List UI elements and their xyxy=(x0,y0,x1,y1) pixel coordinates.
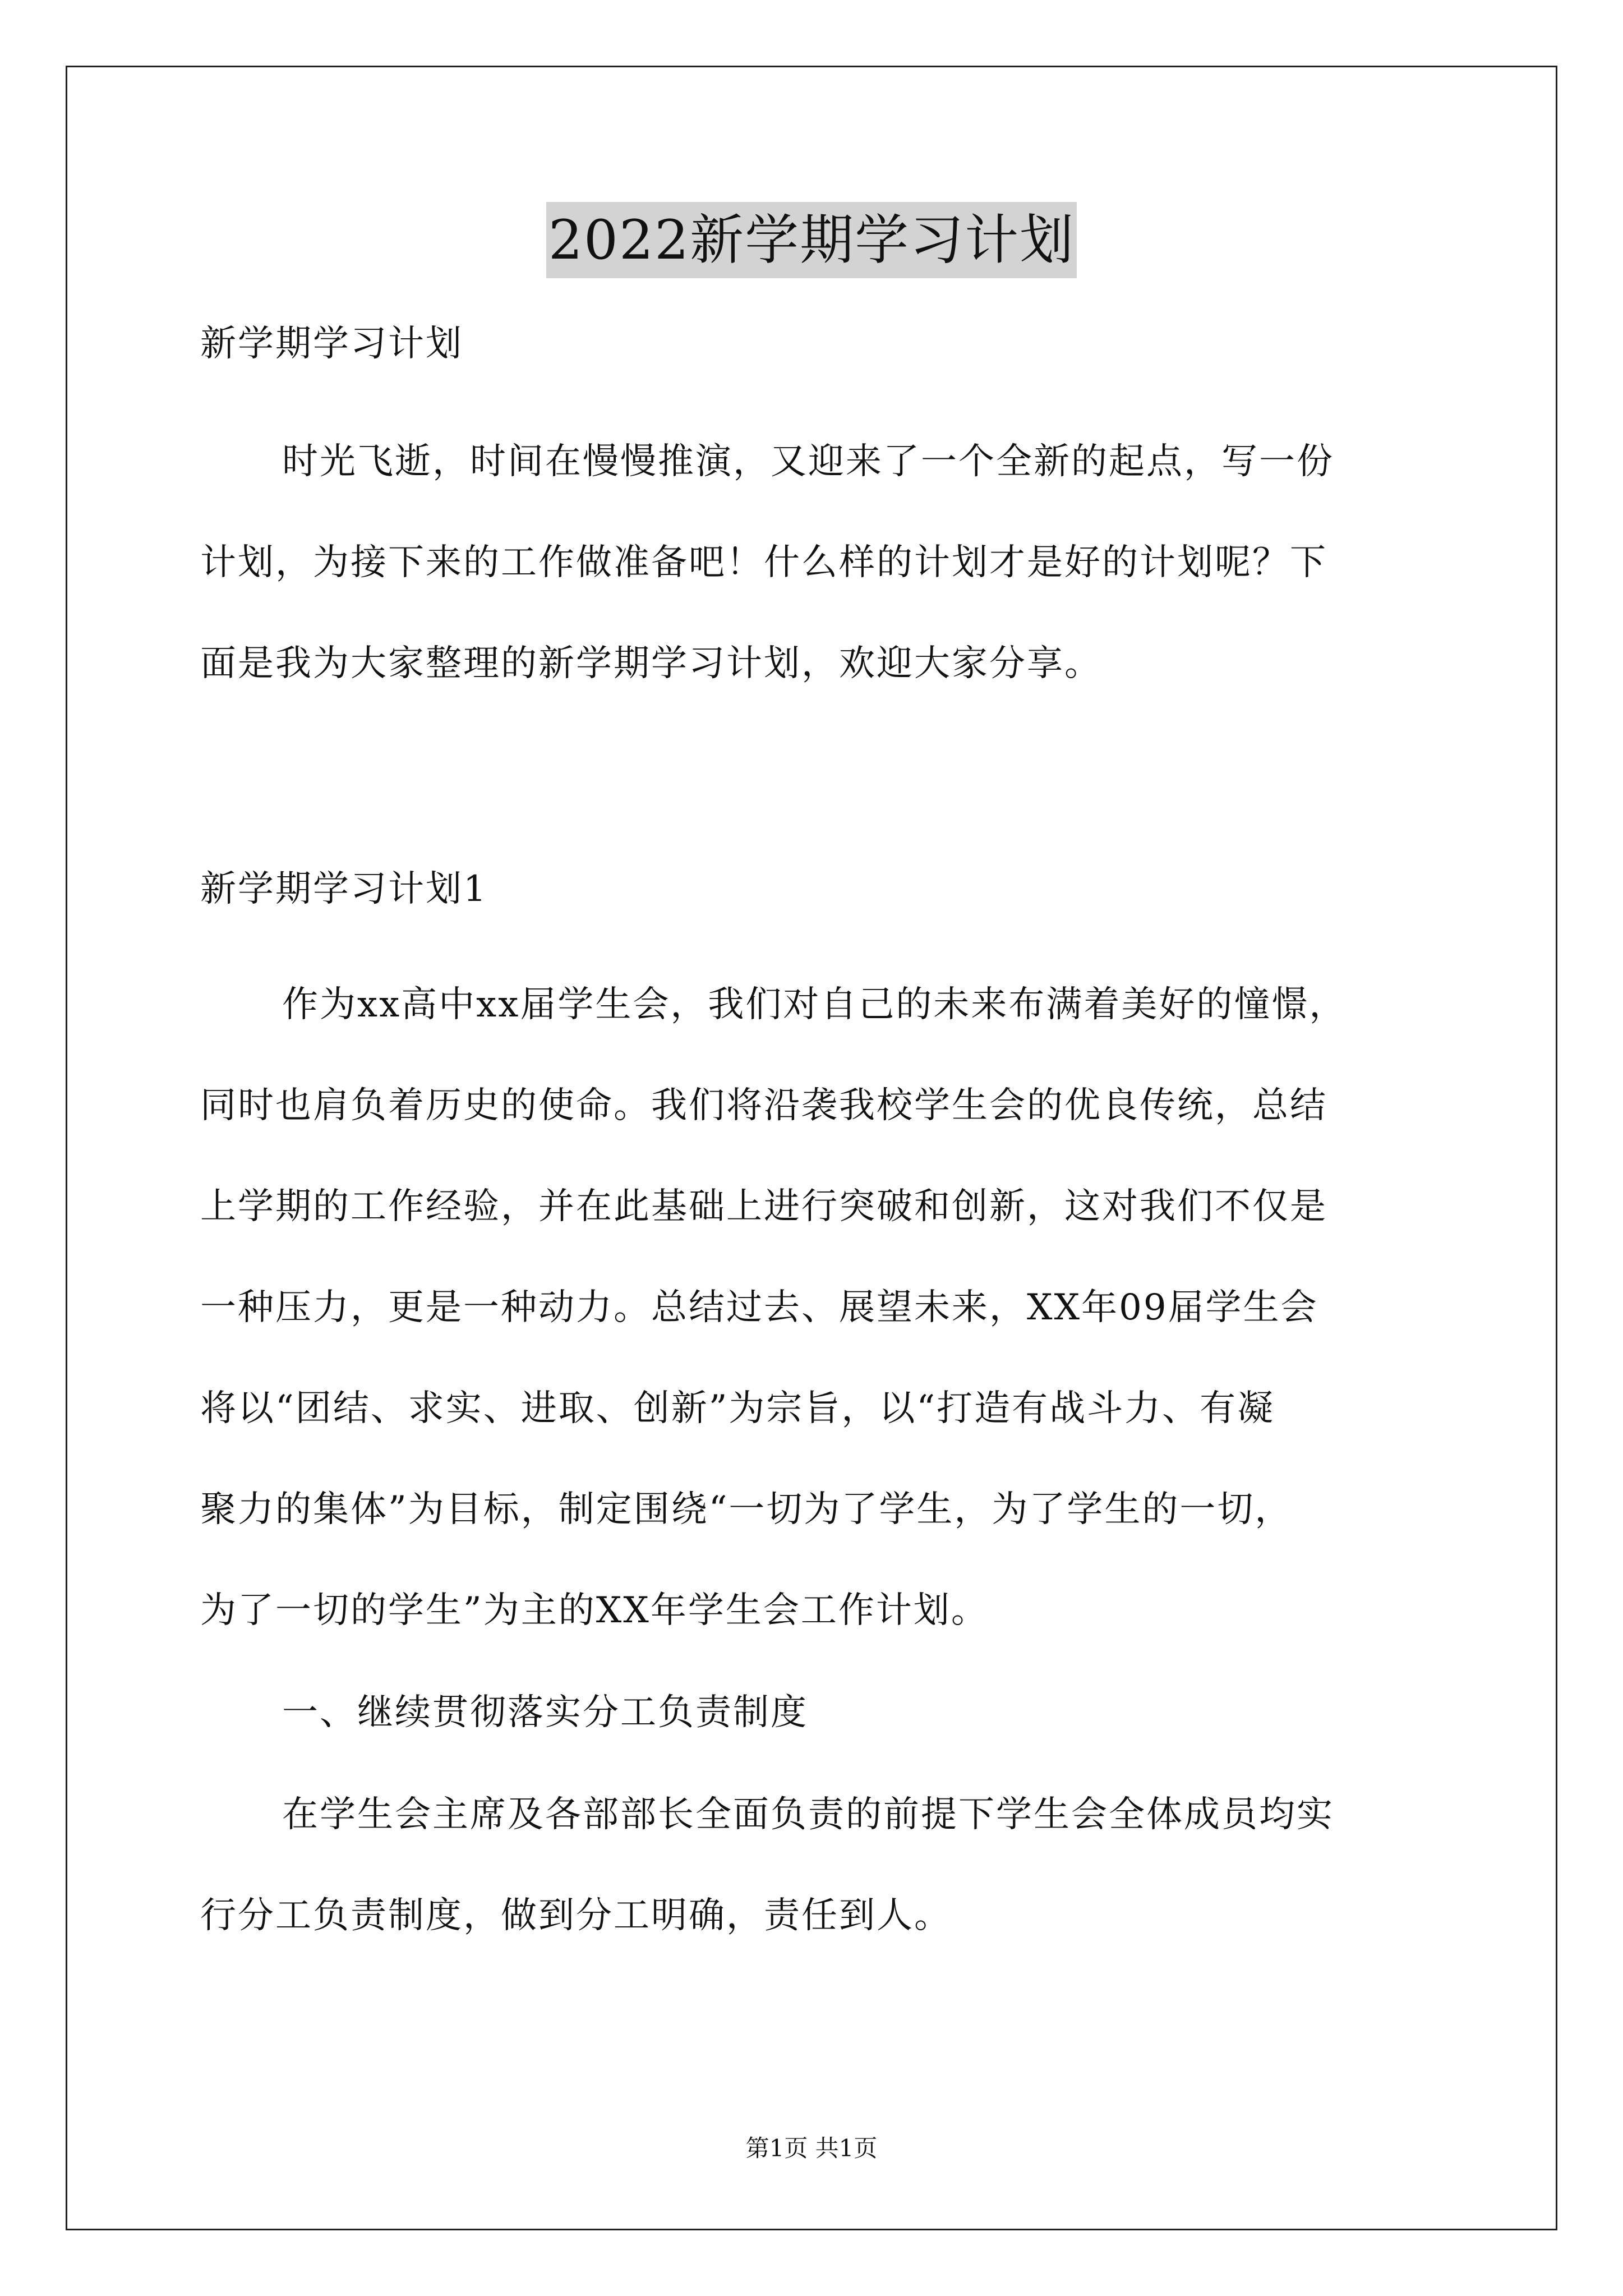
body-line: 为了一切的学生”为主的XX年学生会工作计划。 xyxy=(200,1590,989,1631)
body-line: 在学生会主席及各部部长全面负责的前提下学生会全体成员均实 xyxy=(282,1794,1334,1835)
body-line: 作为xx高中xx届学生会，我们对自己的未来布满着美好的憧憬， xyxy=(282,984,1347,1025)
body-line: 面是我为大家整理的新学期学习计划，欢迎大家分享。 xyxy=(200,643,1102,684)
subtitle-line: 新学期学习计划 xyxy=(200,323,463,365)
body-line: 一种压力，更是一种动力。总结过去、展望未来，XX年09届学生会 xyxy=(200,1287,1318,1328)
body-line: 聚力的集体”为目标，制定围绕“一切为了学生，为了学生的一切， xyxy=(200,1489,1293,1530)
body-line: 计划，为接下来的工作做准备吧！什么样的计划才是好的计划呢？下 xyxy=(200,542,1327,583)
page-footer: 第1页 共1页 xyxy=(745,2134,878,2162)
body-line: 行分工负责制度，做到分工明确，责任到人。 xyxy=(200,1895,952,1936)
document-title: 2022新学期学习计划 xyxy=(546,202,1077,278)
body-line: 上学期的工作经验，并在此基础上进行突破和创新，这对我们不仅是 xyxy=(200,1186,1327,1227)
body-line: 同时也肩负着历史的使命。我们将沿袭我校学生会的优良传统，总结 xyxy=(200,1085,1327,1126)
body-line: 将以“团结、求实、进取、创新”为宗旨，以“打造有战斗力、有凝 xyxy=(200,1388,1275,1429)
body-line: 时光飞逝，时间在慢慢推演，又迎来了一个全新的起点，写一份 xyxy=(282,441,1334,482)
subheading-line: 一、继续贯彻落实分工负责制度 xyxy=(282,1692,808,1733)
title-wrap xyxy=(0,202,1623,278)
section-heading: 新学期学习计划1 xyxy=(200,868,488,910)
